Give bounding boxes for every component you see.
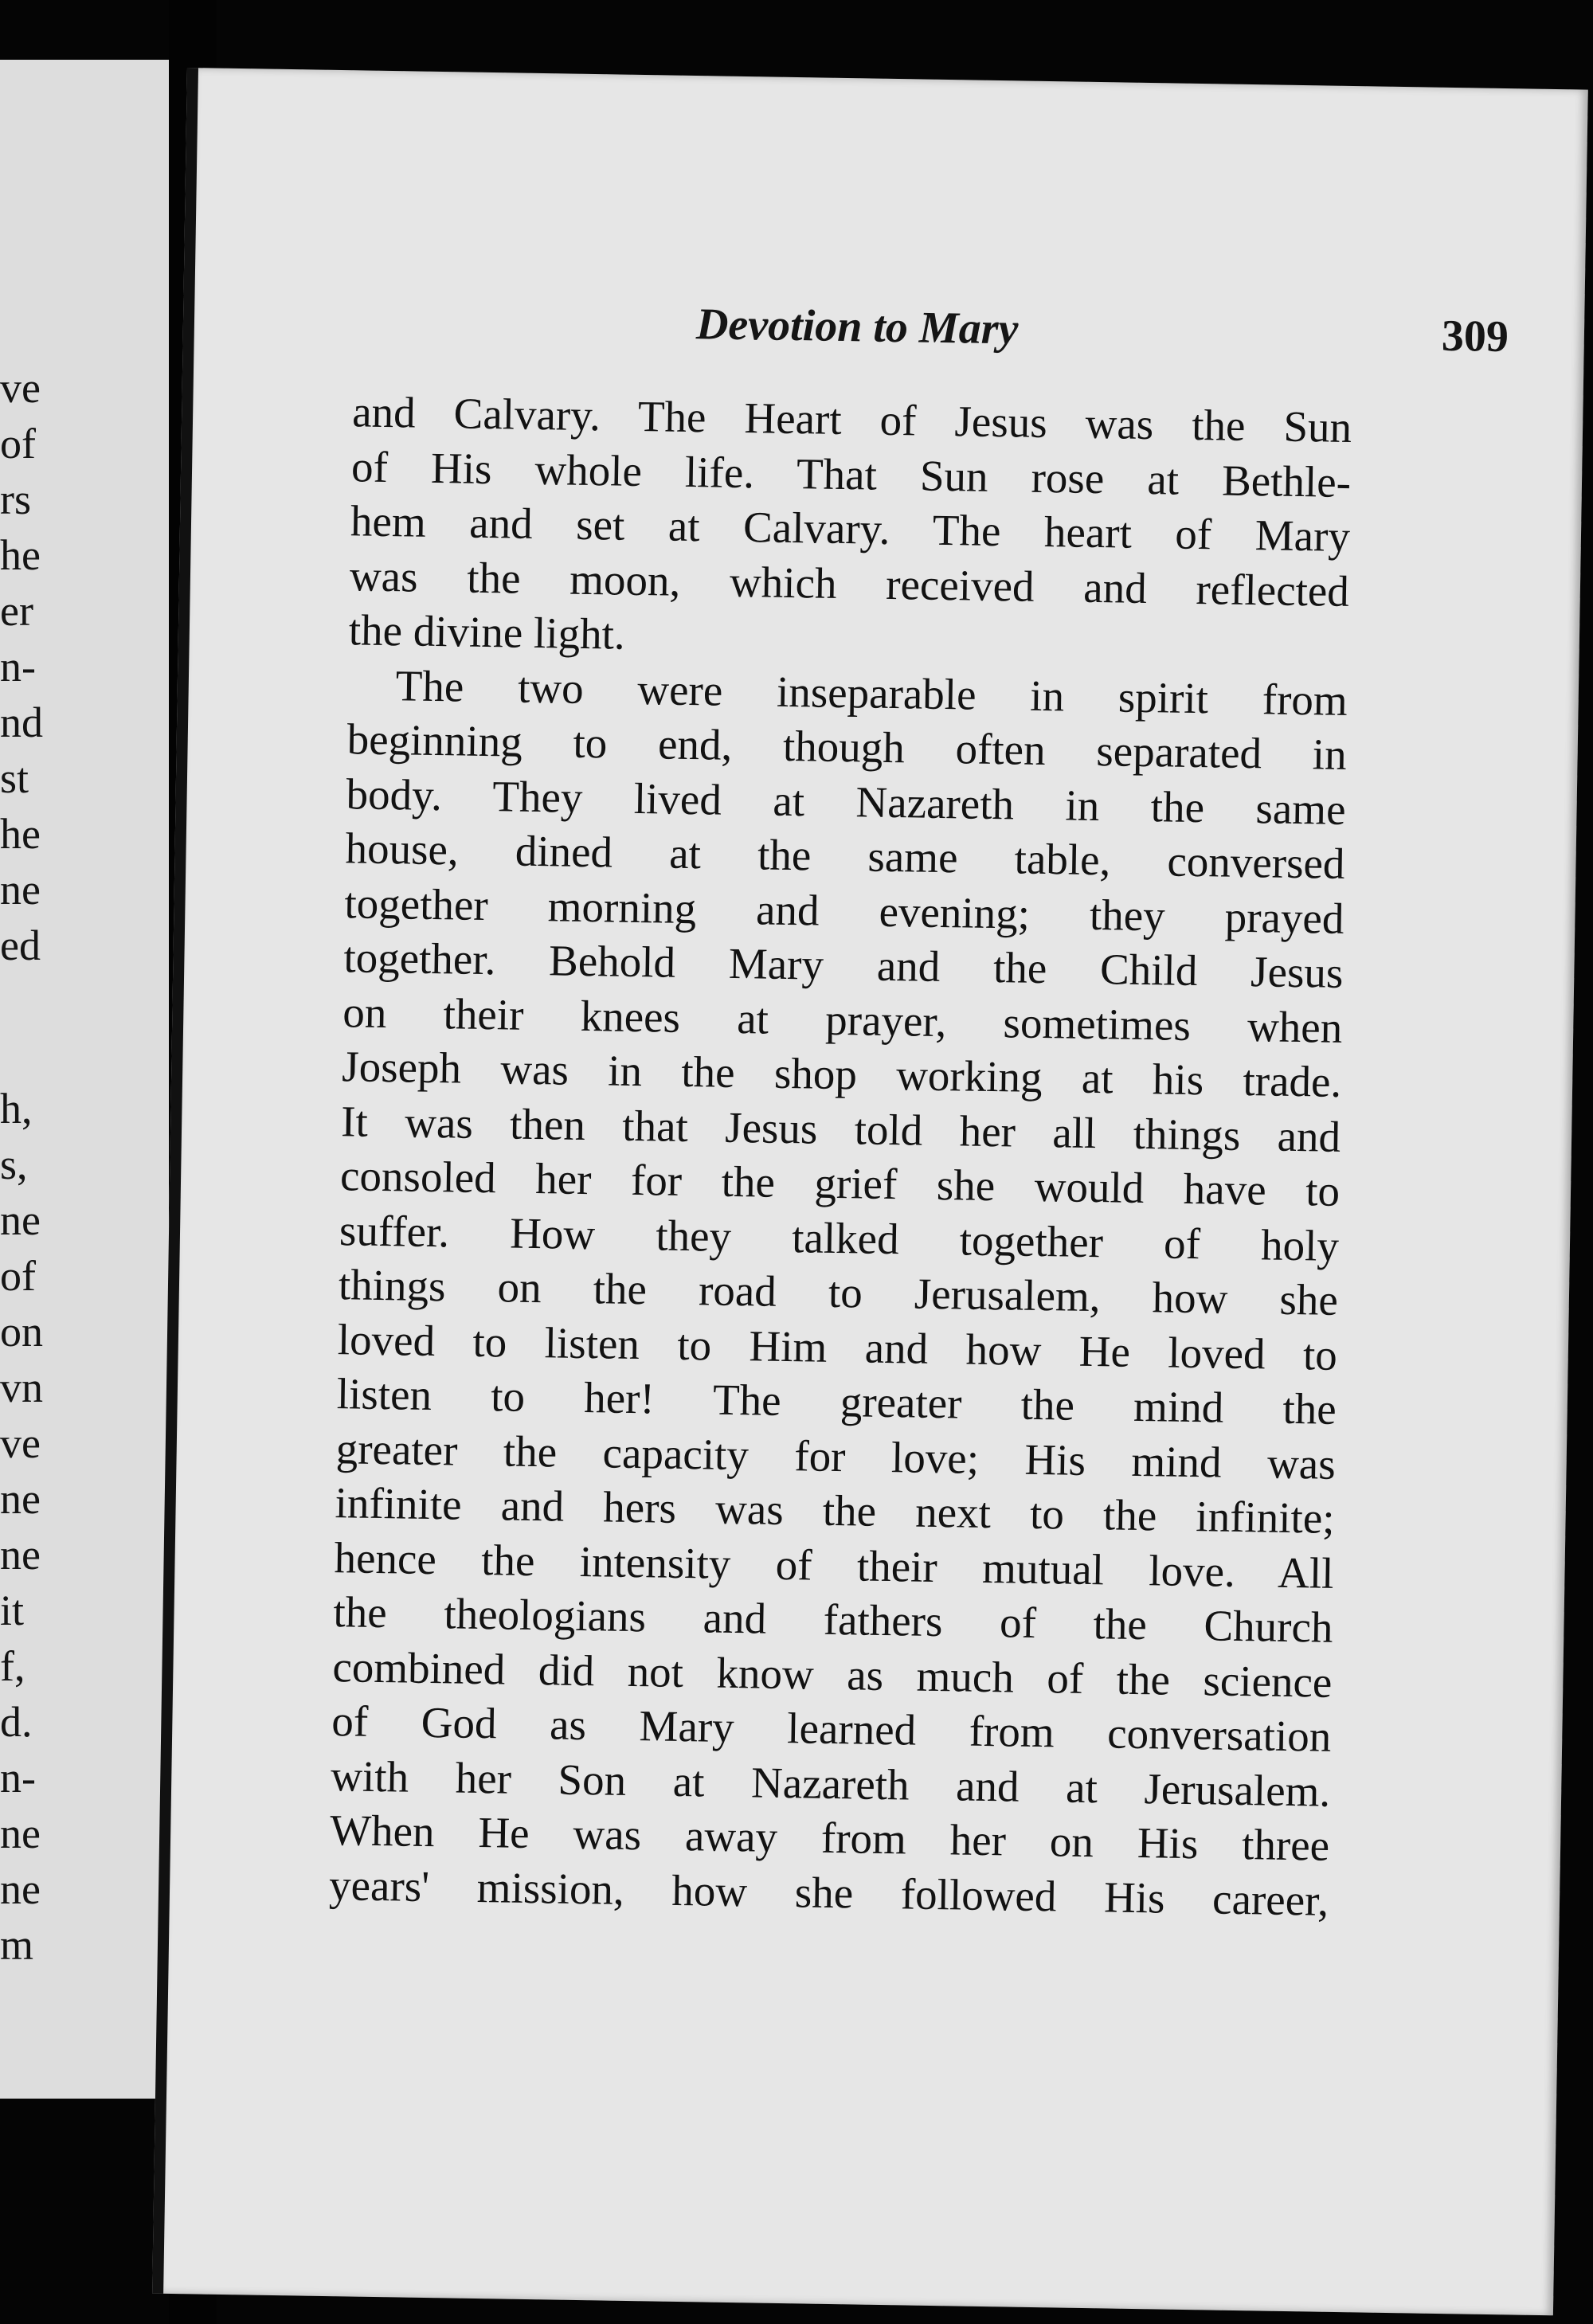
text-line: things on the road to Jerusalem, how she bbox=[338, 1260, 1339, 1324]
left-margin-fragment: of bbox=[0, 1252, 36, 1300]
running-head: Devotion to Mary bbox=[695, 299, 1019, 354]
left-margin-fragment: on bbox=[0, 1308, 43, 1356]
left-margin-fragment: ne bbox=[0, 866, 41, 914]
left-margin-fragment: d. bbox=[0, 1698, 33, 1746]
left-page-edge bbox=[0, 60, 174, 2099]
left-margin-fragment: f, bbox=[0, 1642, 25, 1690]
text-line: together morning and evening; they prayed bbox=[344, 878, 1344, 943]
left-margin-fragment: m bbox=[0, 1921, 34, 1969]
text-line: It was then that Jesus told her all things and bbox=[340, 1096, 1341, 1161]
text-line: house, dined at the same table, conversed bbox=[345, 824, 1345, 888]
left-margin-fragment: h, bbox=[0, 1085, 33, 1133]
text-line: the divine light. bbox=[348, 605, 626, 659]
left-margin-fragment: s, bbox=[0, 1140, 28, 1188]
paragraph bbox=[329, 658, 1348, 1928]
page-number: 309 bbox=[1441, 311, 1509, 362]
left-margin-fragment: of bbox=[0, 420, 36, 468]
text-line: of His whole life. That Sun rose at Bethle- bbox=[350, 441, 1352, 507]
text-line: combined did not know as much of the science bbox=[332, 1641, 1333, 1707]
left-margin-fragment: he bbox=[0, 531, 41, 579]
left-margin-fragment: n- bbox=[0, 643, 36, 691]
text-line: When He was away from her on His three bbox=[329, 1806, 1330, 1870]
text-line: together. Behold Mary and the Child Jesus bbox=[343, 933, 1344, 997]
left-margin-fragment: ne bbox=[0, 1810, 41, 1857]
page-header bbox=[695, 299, 1509, 375]
text-line: on their knees at prayer, sometimes when bbox=[342, 987, 1343, 1052]
text-line: The two were inseparable in spirit from bbox=[395, 660, 1348, 725]
text-line: and Calvary. The Heart of Jesus was the Sun bbox=[351, 387, 1352, 452]
book-page bbox=[152, 68, 1588, 2315]
text-line: was the moon, which received and reflected bbox=[349, 550, 1350, 616]
left-margin-fragment: ve bbox=[0, 1419, 41, 1467]
left-margin-fragment: ne bbox=[0, 1531, 41, 1579]
left-margin-fragment: er bbox=[0, 587, 33, 635]
text-line: body. They lived at Nazareth in the same bbox=[346, 769, 1347, 834]
left-margin-fragment: n- bbox=[0, 1754, 36, 1802]
text-line: listen to her! The greater the mind the bbox=[336, 1369, 1337, 1434]
text-line: the theologians and fathers of the Church bbox=[333, 1587, 1333, 1652]
left-margin-fragment: ve bbox=[0, 364, 41, 412]
left-margin-fragment: ne bbox=[0, 1475, 41, 1523]
left-margin-fragment: rs bbox=[0, 475, 31, 523]
left-margin-fragment: ed bbox=[0, 921, 41, 969]
left-margin-fragment: st bbox=[0, 754, 29, 802]
text-line: greater the capacity for love; His mind was bbox=[335, 1423, 1337, 1489]
left-margin-fragment: ne bbox=[0, 1865, 41, 1913]
body-text bbox=[329, 385, 1352, 1927]
text-line: hence the intensity of their mutual love. All bbox=[334, 1532, 1334, 1598]
text-line: beginning to end, though often separated in bbox=[346, 714, 1348, 779]
text-line: years' mission, how she followed His career, bbox=[328, 1860, 1329, 1925]
left-margin-fragment: it bbox=[0, 1587, 25, 1634]
text-line: loved to listen to Him and how He loved to bbox=[337, 1314, 1338, 1379]
left-margin-fragment: he bbox=[0, 810, 41, 858]
text-line: Joseph was in the shop working at his trade. bbox=[341, 1042, 1342, 1106]
text-line: with her Son at Nazareth and at Jerusalem. bbox=[330, 1751, 1331, 1816]
left-margin-fragment: vn bbox=[0, 1363, 43, 1411]
text-line: suffer. How they talked together of holy bbox=[339, 1205, 1340, 1270]
text-line: consoled her for the grief she would have to bbox=[339, 1151, 1341, 1215]
text-line: hem and set at Calvary. The heart of Mary bbox=[350, 496, 1351, 561]
paragraph bbox=[348, 385, 1352, 673]
left-margin-fragment: ne bbox=[0, 1196, 41, 1244]
left-margin-fragment: nd bbox=[0, 698, 43, 746]
text-line: infinite and hers was the next to the infinite; bbox=[335, 1478, 1336, 1543]
text-line: of God as Mary learned from conversation bbox=[331, 1696, 1332, 1761]
